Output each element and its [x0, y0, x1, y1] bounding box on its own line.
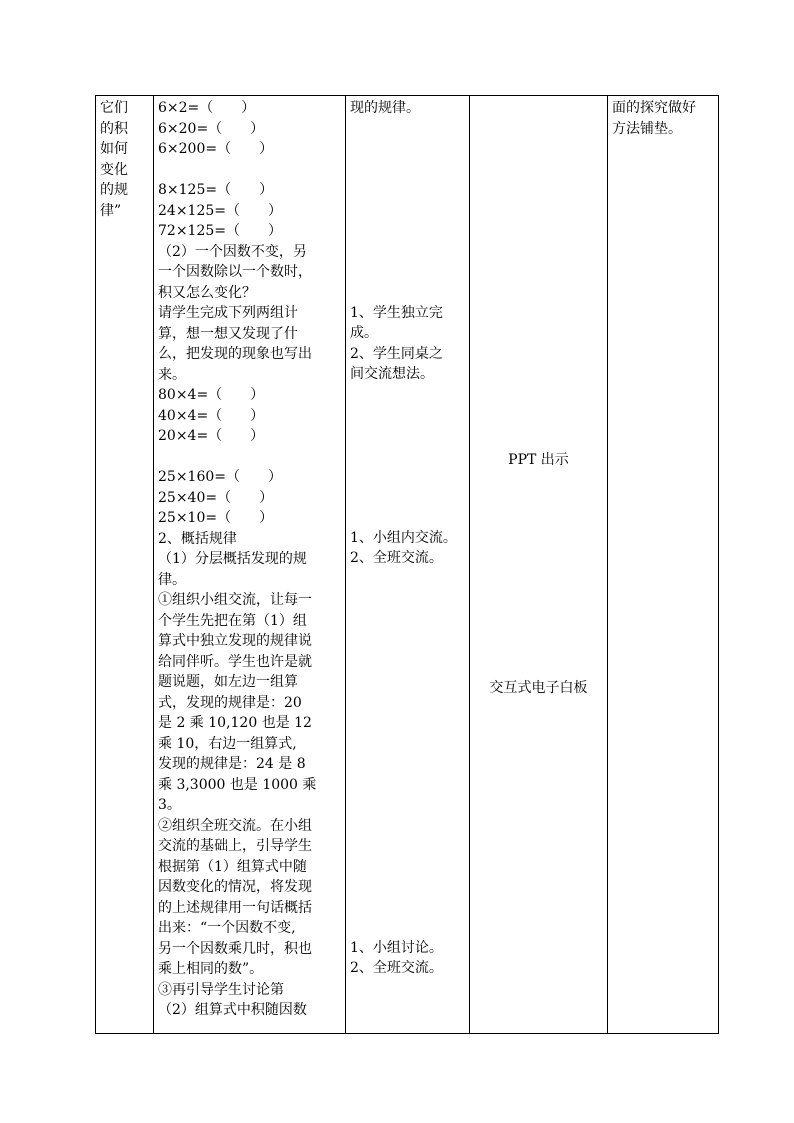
text-line: 出来：“一个因数不变,	[158, 920, 296, 936]
topic-line: 变化	[100, 161, 128, 178]
equation-line: 6×2=（ ）	[158, 100, 256, 116]
text-line: （1）分层概括发现的规	[158, 551, 307, 567]
text-line: 算，想一想又发现了什	[158, 325, 298, 342]
text-line: 根据第（1）组算式中随	[158, 858, 307, 875]
text-line: 现的规律。	[350, 100, 420, 116]
text-line: ②组织全班交流。在小组	[158, 817, 312, 834]
topic-line: 它们	[100, 100, 128, 116]
text-line: 3。	[158, 797, 181, 813]
text-line: 请学生完成下列两组计	[158, 305, 298, 321]
whiteboard-label: 交互式电子白板	[489, 680, 588, 696]
equation-line: 40×4=（ ）	[158, 407, 265, 424]
spacer	[350, 569, 466, 938]
equation-line: 6×200=（ ）	[158, 141, 274, 157]
text-line: 因数变化的情况，将发现	[158, 879, 312, 895]
equation-line: 25×40=（ ）	[158, 489, 274, 506]
equation-line: 24×125=（ ）	[158, 202, 282, 219]
text-line: 2、概括规律	[158, 530, 237, 547]
text-line: 的上述规律用一句话概括	[158, 899, 312, 916]
equation-line: 80×4=（ ）	[158, 387, 265, 403]
blank-line	[158, 160, 342, 181]
text-line: 算式中独立发现的规律说	[158, 633, 312, 649]
text-line: 乘上相同的数”。	[158, 961, 264, 977]
ppt-label: PPT 出示	[508, 452, 569, 468]
text-line: 间交流想法。	[350, 366, 434, 382]
text-line: 方法铺垫。	[612, 120, 682, 137]
text-line: ③再引导学生讨论第	[158, 981, 284, 998]
text-line: 乘 3,3000 也是 1000 乘	[158, 776, 317, 793]
text-line: 乘 10，右边一组算式,	[158, 735, 297, 752]
text-line: 式，发现的规律是：20	[158, 694, 302, 711]
spacer	[350, 119, 466, 303]
text-line: 个学生先把在第（1）组	[158, 612, 307, 629]
design-intent-cell	[608, 96, 719, 1034]
summary-paragraph	[158, 529, 342, 1021]
text-line: 律。	[158, 571, 186, 588]
text-line: 面的探究做好	[612, 100, 696, 116]
text-line: 么，把发现的现象也写出	[158, 346, 312, 362]
text-line: 2、学生同桌之	[350, 345, 443, 362]
text-line: 1、小组讨论。	[350, 939, 443, 956]
text-line: 2、全班交流。	[350, 550, 443, 566]
text-line: 另一个因数乘几时，积也	[158, 940, 312, 957]
blank-line	[158, 447, 342, 468]
topic-line: 如何	[100, 141, 128, 157]
text-line: 积又怎么变化？	[158, 284, 256, 301]
text-line: 成。	[350, 325, 378, 341]
topic-line: 律”	[100, 202, 122, 219]
text-line: 2、全班交流。	[350, 960, 443, 976]
text-line: 来。	[158, 366, 186, 383]
equation-line: 20×4=（ ）	[158, 428, 265, 444]
equation-line: 25×160=（ ）	[158, 469, 282, 485]
text-line: （2）一个因数不变，另	[158, 243, 307, 260]
lesson-plan-table	[95, 95, 719, 1034]
equation-line: 72×125=（ ）	[158, 223, 282, 239]
topic-line: 的积	[100, 120, 128, 137]
spacer	[350, 385, 466, 528]
text-line: 给同伴听。学生也许是就	[158, 653, 312, 670]
equation-line: 25×10=（ ）	[158, 510, 274, 526]
text-line: 发现的规律是：24 是 8	[158, 756, 306, 772]
text-line: 题说题，如左边一组算	[158, 674, 298, 690]
teacher-activity-cell	[154, 96, 346, 1034]
text-line: 交流的基础上，引导学生	[158, 838, 312, 854]
equation-line: 6×20=（ ）	[158, 120, 265, 137]
text-line: 是 2 乘 10,120 也是 12	[158, 715, 312, 731]
text-line: 1、学生独立完	[350, 304, 443, 321]
topic-cell	[96, 96, 154, 1034]
media-cell	[470, 96, 608, 1034]
student-activity-cell	[346, 96, 470, 1034]
text-line: 一个因数除以一个数时，	[158, 264, 312, 280]
text-line: ①组织小组交流，让每一	[158, 592, 312, 608]
equation-line: 8×125=（ ）	[158, 182, 274, 198]
text-line: （2）组算式中积随因数	[158, 1002, 307, 1018]
table-row	[96, 96, 719, 1034]
topic-line: 的规	[100, 182, 128, 198]
text-line: 1、小组内交流。	[350, 529, 457, 546]
